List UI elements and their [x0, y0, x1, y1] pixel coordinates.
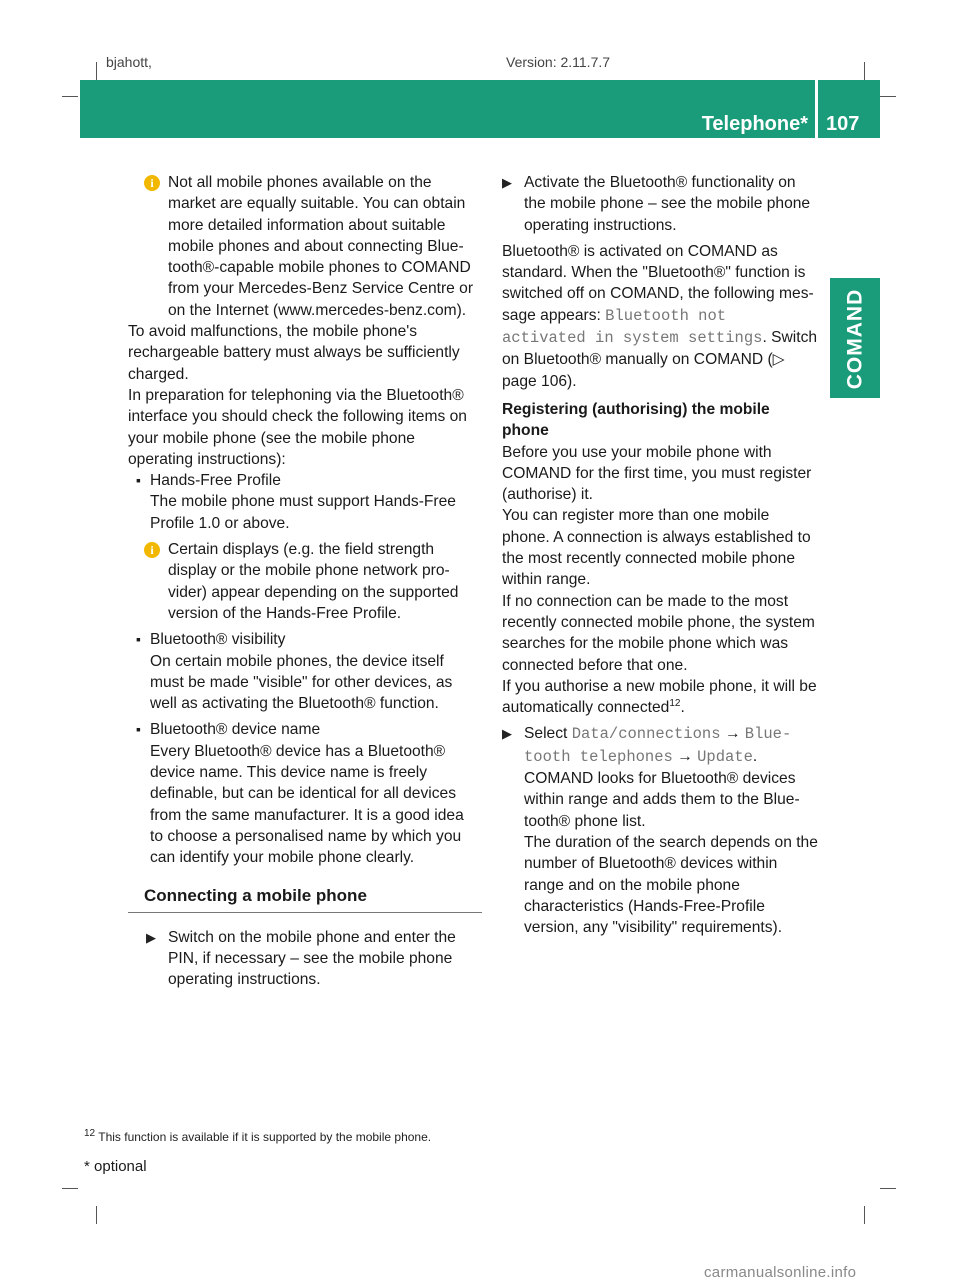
header-divider [815, 80, 818, 140]
footnote-ref: 12 [669, 697, 681, 709]
crop-mark [864, 62, 865, 80]
crop-mark [96, 62, 97, 80]
watermark: carmanualsonline.info [704, 1264, 857, 1281]
list-item [134, 719, 480, 868]
crop-mark [880, 96, 896, 97]
step-arrow-icon: ▶ [146, 929, 156, 945]
print-meta-left: bjahott, [106, 54, 152, 70]
step-result: COMAND looks for Bluetooth® devices within range and adds them to the Bluetooth® phone list. [524, 770, 800, 830]
section-heading: Connecting a mobile phone [128, 885, 482, 913]
step [500, 172, 818, 236]
step-text-part: Select [524, 725, 572, 743]
right-column [502, 172, 818, 938]
note-text: Not all mobile phones available on the market are equally suitable. You can obtain more detailed information about suitable mobile phones and about connecting Bluetooth®-capable mobile phones to COMAND from your Mercedes-Benz Service Centre or on the Internet (www.mercedes-benz.com). [168, 174, 474, 319]
step-text [524, 723, 818, 768]
crop-mark [96, 1206, 97, 1224]
list-item [134, 470, 480, 534]
paragraph: To avoid malfunctions, the mobile phone's rechargeable battery must always be sufficiently charged. [128, 323, 460, 383]
print-meta-version: Version: 2.11.7.7 [506, 54, 611, 70]
menu-path-bluetooth: Bluetooth telephones [524, 725, 792, 766]
bullet-icon: ▪ [136, 721, 141, 738]
side-tab-label-wrap [835, 284, 875, 394]
paragraph-text: . Switch on Bluetooth® manually on COMAND (▷ page 106). [502, 329, 818, 390]
crop-mark [62, 96, 78, 97]
menu-path-data: Data/connections [571, 725, 721, 744]
crop-mark [880, 1188, 896, 1189]
info-note [144, 172, 480, 321]
paragraph-text: If you authorise a new mobile phone, it will be automatically connected [502, 677, 817, 717]
paragraph [502, 676, 818, 719]
list-item-title: Hands-Free Profile [150, 472, 281, 490]
info-icon: i [144, 542, 160, 558]
left-column [128, 172, 480, 991]
footnote [84, 1130, 431, 1144]
section-title: Telephone* [701, 113, 808, 135]
step-text: Activate the Bluetooth® functionality on the mobile phone – see the mobile phone operating instructions. [524, 174, 811, 234]
step-text: Switch on the mobile phone and enter the PIN, if necessary – see the mobile phone operating instructions. [168, 928, 456, 989]
page-number: 107 [826, 113, 860, 135]
footnote-text: This function is available if it is supported by the mobile phone. [98, 1130, 432, 1144]
menu-path-update: Update [697, 747, 753, 766]
paragraph: In preparation for telephoning via the Bluetooth® interface you should check the following items on your mobile phone (see the mobile phone operating instructions): [128, 386, 467, 468]
step-arrow-icon: ▶ [502, 175, 512, 190]
list-item-text: On certain mobile phones, the device itself must be made "visible" for other devices, as well as activating the Bluetooth® function. [150, 652, 453, 713]
list-item-text: The mobile phone must support Hands-Free Profile 1.0 or above. [150, 493, 456, 532]
info-icon: i [144, 175, 160, 191]
info-note [144, 539, 480, 624]
paragraph: Before you use your mobile phone with COMAND for the first time, you must register (authorise) it. [502, 443, 812, 504]
menu-arrow: → [720, 725, 745, 743]
crop-mark [62, 1188, 78, 1189]
note-text: Certain displays (e.g. the field strength display or the mobile phone network provider) appear depending on the supported version of the Hands-Free Profile. [168, 541, 459, 622]
paragraph-text: . [680, 699, 685, 717]
step-result: The duration of the search depends on the number of Bluetooth® devices within range and on the mobile phone characteristics (Hands-Free-Profile version, any "visibility" requirements). [524, 833, 818, 937]
list-item-text: Every Bluetooth® device has a Bluetooth® device name. This device name is freely definable, but can be identical for all devices from the same manufacturer. It is a good idea to choose a personalised name by which you can identify your mobile phone clearly. [150, 742, 464, 867]
step-arrow-icon: ▶ [502, 726, 512, 742]
menu-arrow: → [672, 747, 698, 765]
step-text-part: . [752, 747, 758, 765]
bullet-icon: ▪ [136, 631, 141, 648]
crop-mark [864, 1206, 865, 1224]
bullet-icon: ▪ [136, 472, 141, 489]
subheading: Registering (authorising) the mobile phone [502, 400, 770, 440]
optional-note: * optional [84, 1158, 147, 1175]
step [144, 927, 480, 991]
paragraph [502, 241, 818, 392]
footnote-mark: 12 [84, 1128, 96, 1139]
list-item [134, 629, 480, 714]
list-item-title: Bluetooth® device name [150, 721, 321, 739]
paragraph: You can register more than one mobile phone. A connection is always established to the most recently connected mobile phone within range. [502, 507, 811, 589]
paragraph-text: Bluetooth® is activated on COMAND as standard. When the "Bluetooth®" function is switched off on COMAND, the following message appears: [502, 242, 814, 324]
display-message: Bluetooth not activated in system settings [502, 306, 763, 348]
side-tab-label: COMAND [843, 288, 866, 390]
step [500, 723, 818, 938]
list-item-title: Bluetooth® visibility [150, 631, 286, 649]
paragraph: If no connection can be made to the most recently connected mobile phone, the system searches for the mobile phone which was connected before that one. [502, 592, 815, 674]
